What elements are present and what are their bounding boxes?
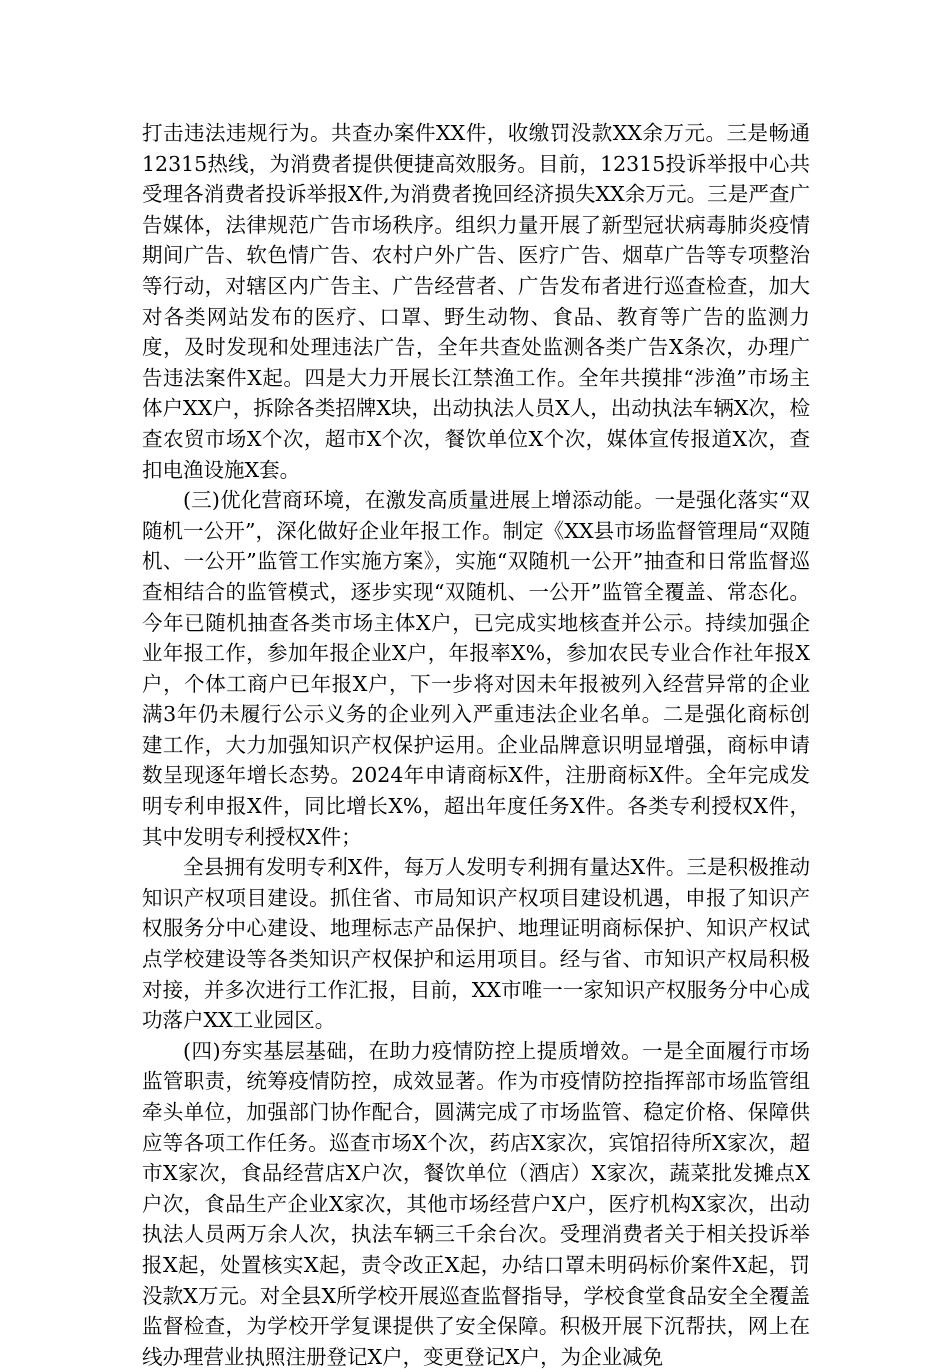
paragraph-intellectual-property: 全县拥有发明专利X件，每万人发明专利拥有量达X件。三是积极推动知识产权项目建设。抓住省、市局知识产权项目建设机遇，申报了知识产权服务分中心建设、地理标志产品保护、地理证明商标保护、知识产权试点学校建设等各类知识产权保护和运用项目。经与省、市知识产权局积极对接，并多次进行工作汇报，目前，XX市唯一一家知识产权服务分中心成功落户XX工业园区。 [142, 855, 810, 1033]
paragraph-business-environment: (三)优化营商环境，在激发高质量进展上增添动能。一是强化落实“双随机一公开”，深化做好企业年报工作。制定《XX县市场监督管理局“双随机、一公开”监管工作实施方案》，实施“双随机一公开”抽查和日常监督巡查相结合的监管模式，逐步实现“双随机、一公开”监管全覆盖、常态化。今年已随机抽查各类市场主体X户，已完成实地核查并公示。持续加强企业年报工作，参加年报企业X户，年报率X%，参加农民专业合作社年报X户，个体工商户已年报X户，下一步将对因未年报被列入经营异常的企业满3年仍未履行公示义务的企业列入严重违法企业名单。二是强化商标创建工作，大力加强知识产权保护运用。企业品牌意识明显增强，商标申请数呈现逐年增长态势。2024年申请商标X件，注册商标X件。全年完成发明专利申报X件，同比增长X%，超出年度任务X件。各类专利授权X件，其中发明专利授权X件； [142, 488, 810, 849]
document-body [142, 118, 810, 1372]
paragraph-grassroots-foundation: (四)夯实基层基础，在助力疫情防控上提质增效。一是全面履行市场监管职责，统筹疫情防控，成效显著。作为市疫情防控指挥部市场监管组牵头单位，加强部门协作配合，圆满完成了市场监管、稳定价格、保障供应等各项工作任务。巡查市场X个次，药店X家次，宾馆招待所X家次，超市X家次，食品经营店X户次，餐饮单位（酒店）X家次，蔬菜批发摊点X户次，食品生产企业X家次，其他市场经营户X户，医疗机构X家次，出动执法人员两万余人次，执法车辆三千余台次。受理消费者关于相关投诉举报X起，处置核实X起，责令改正X起，办结口罩未明码标价案件X起，罚没款X万元。对全县X所学校开展巡查监督指导，学校食堂食品安全全覆盖监督检查，为学校开学复课提供了安全保障。积极开展下沉帮扶，网上在线办理营业执照注册登记X户，变更登记X户，为企业减免 [142, 1038, 810, 1369]
paragraph-continuation: 打击违法违规行为。共查办案件XX件，收缴罚没款XX余万元。三是畅通12315热线，为消费者提供便捷高效服务。目前，12315投诉举报中心共受理各消费者投诉举报X件,为消费者挽回经济损失XX余万元。三是严查广告媒体，法律规范广告市场秩序。组织力量开展了新型冠状病毒肺炎疫情期间广告、软色情广告、农村户外广告、医疗广告、烟草广告等专项整治等行动，对辖区内广告主、广告经营者、广告发布者进行巡查检查，加大对各类网站发布的医疗、口罩、野生动物、食品、教育等广告的监测力度，及时发现和处理违法广告，全年共查处监测各类广告X条次，办理广告违法案件X起。四是大力开展长江禁渔工作。全年共摸排“涉渔”市场主体户XX户，拆除各类招牌X块，出动执法人员X人，出动执法车辆X次，检查农贸市场X个次，超市X个次，餐饮单位X个次，媒体宣传报道X次，查扣电渔设施X套。 [142, 121, 810, 482]
